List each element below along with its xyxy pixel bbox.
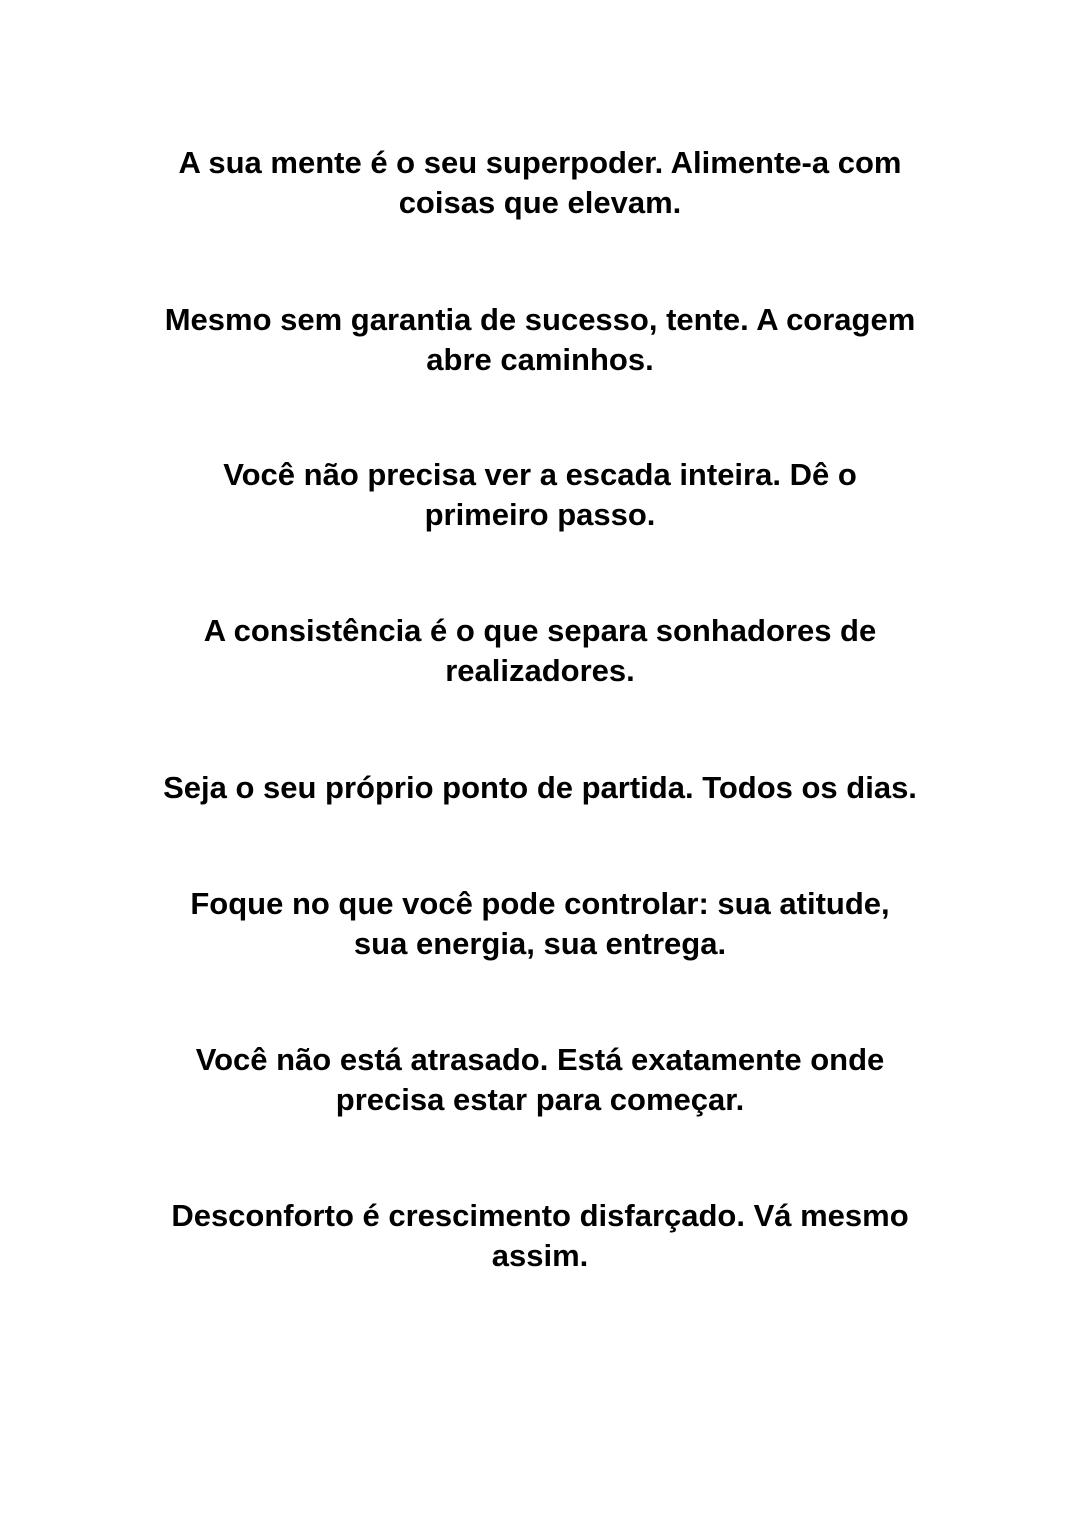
quote-line: abre caminhos.	[426, 342, 654, 377]
quote-line: Mesmo sem garantia de sucesso, tente. A coragem	[164, 302, 916, 337]
quote-line: Seja o seu próprio ponto de partida. Todos os dias.	[163, 770, 917, 805]
quote-line: coisas que elevam.	[398, 185, 682, 220]
quote-line: Desconforto é crescimento disfarçado. Vá mesmo	[171, 1198, 909, 1233]
quote-1	[0, 143, 1080, 223]
quote-line: Foque no que você pode controlar: sua atitude,	[190, 886, 890, 921]
quote-3	[0, 455, 1080, 535]
quote-5	[0, 768, 1080, 808]
quote-7	[0, 1040, 1080, 1120]
quote-6	[0, 884, 1080, 964]
quote-4	[0, 611, 1080, 691]
quote-line: A sua mente é o seu superpoder. Alimente-a com	[178, 145, 902, 180]
quote-line: realizadores.	[445, 653, 635, 688]
quote-8	[0, 1196, 1080, 1276]
quote-line: Você não precisa ver a escada inteira. Dê o	[223, 457, 857, 492]
quote-line: precisa estar para começar.	[335, 1082, 745, 1117]
quote-line: sua energia, sua entrega.	[353, 926, 727, 961]
quote-2	[0, 300, 1080, 380]
quote-line: A consistência é o que separa sonhadores de	[203, 613, 877, 648]
quote-line: Você não está atrasado. Está exatamente onde	[195, 1042, 885, 1077]
quote-line: assim.	[491, 1238, 589, 1273]
quote-line: primeiro passo.	[424, 497, 656, 532]
